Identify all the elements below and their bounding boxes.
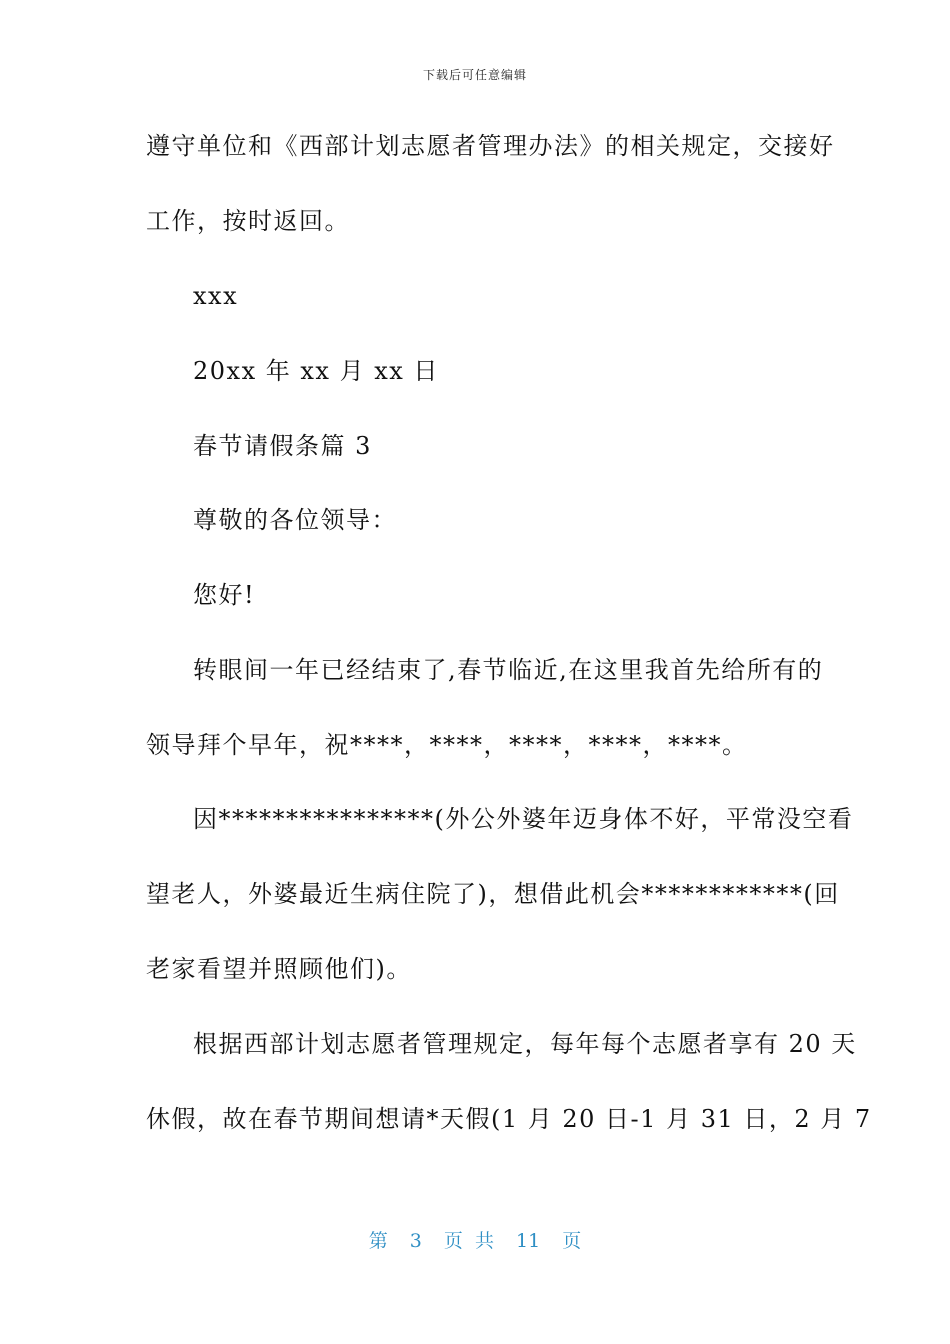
- body-line: 根据西部计划志愿者管理规定，每年每个志愿者享有 20 天: [193, 1030, 857, 1058]
- footer-page-number: 3: [409, 1230, 422, 1252]
- body-line: 休假，故在春节期间想请*天假(1 月 20 日-1 月 31 日，2 月 7: [146, 1105, 872, 1133]
- footer-total-pages: 11: [516, 1230, 541, 1252]
- greeting: 您好!: [193, 581, 256, 609]
- body-line: 遵守单位和《西部计划志愿者管理办法》的相关规定，交接好: [146, 132, 835, 160]
- body-line: 望老人，外婆最近生病住院了)，想借此机会************(回: [146, 880, 840, 908]
- section-title: 春节请假条篇 3: [193, 432, 372, 460]
- body-line: 转眼间一年已经结束了,春节临近,在这里我首先给所有的: [193, 656, 824, 684]
- signature-name: xxx: [193, 282, 239, 310]
- page-footer: [0, 1226, 950, 1253]
- footer-prefix: 第: [368, 1230, 388, 1252]
- body-line: 工作，按时返回。: [146, 207, 350, 235]
- footer-middle: 页 共: [443, 1230, 494, 1252]
- header-note: 下载后可任意编辑: [422, 68, 527, 82]
- body-line: 老家看望并照顾他们)。: [146, 955, 412, 983]
- body-line: 领导拜个早年，祝****，****，****，****，****。: [146, 731, 748, 759]
- body-line: 因****************(外公外婆年迈身体不好，平常没空看: [193, 805, 854, 833]
- signature-date: 20xx 年 xx 月 xx 日: [193, 357, 439, 385]
- salutation: 尊敬的各位领导：: [193, 506, 397, 534]
- footer-suffix: 页: [562, 1230, 582, 1252]
